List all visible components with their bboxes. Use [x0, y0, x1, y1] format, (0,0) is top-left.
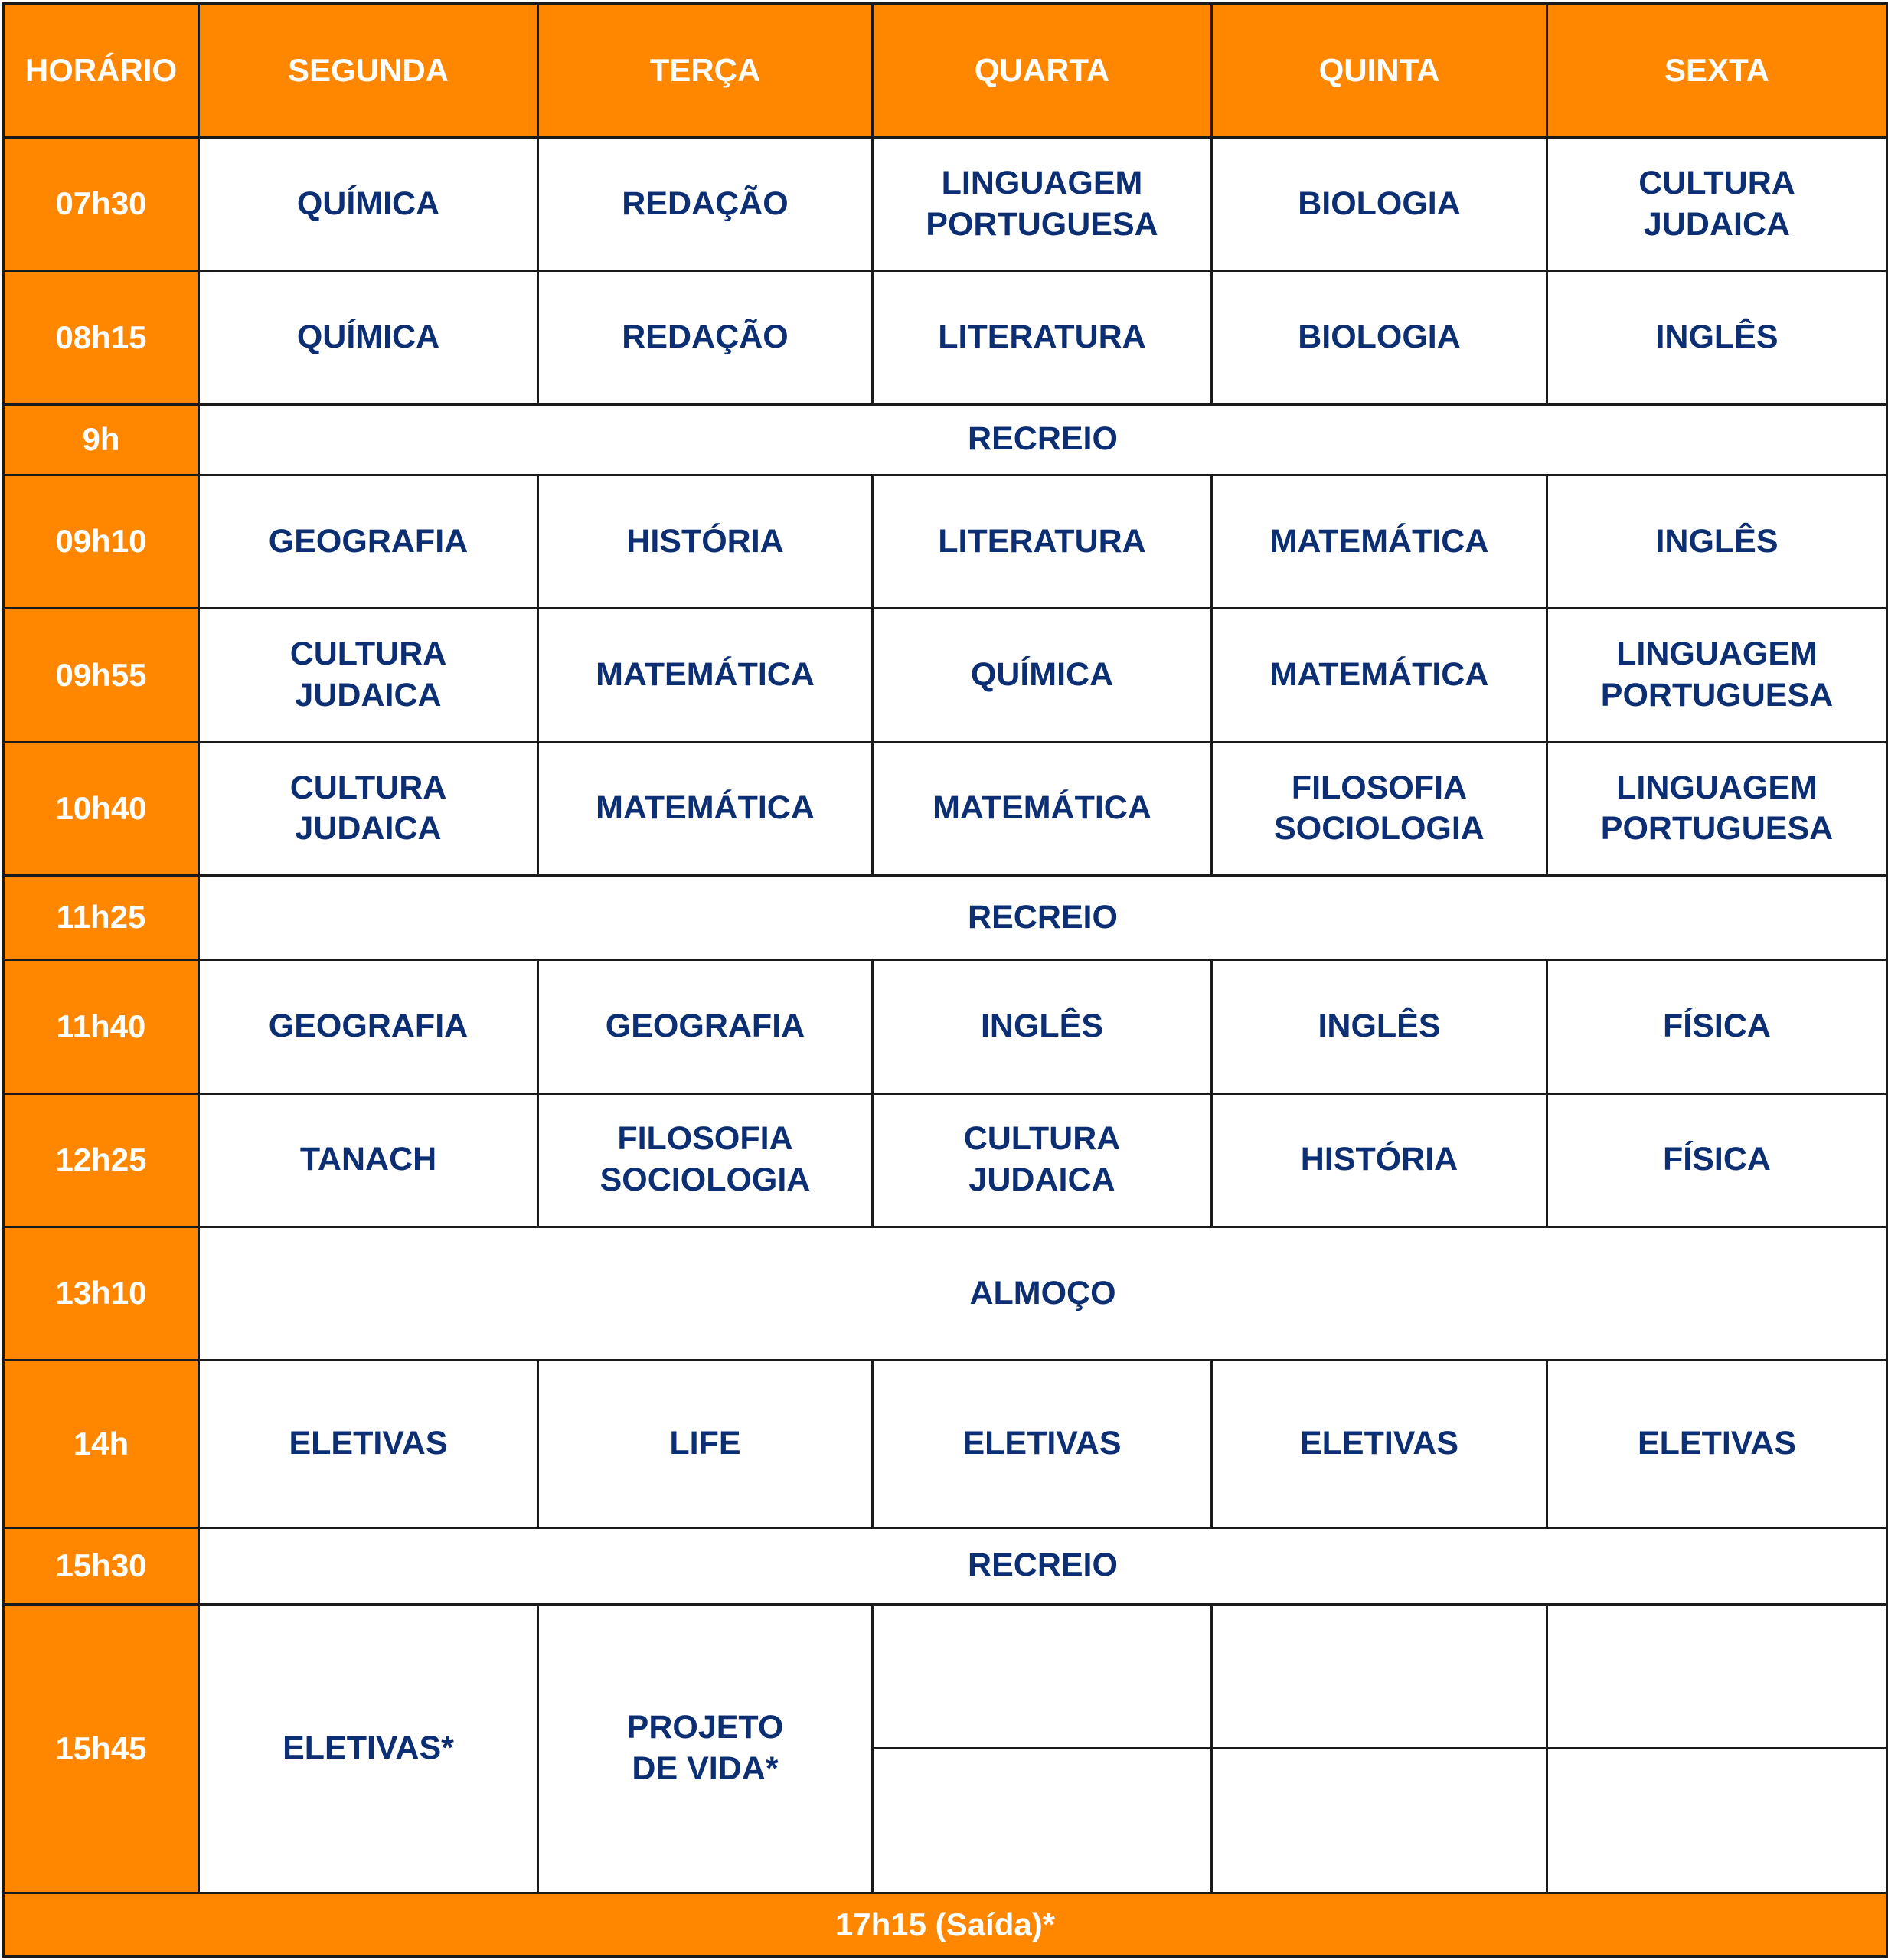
class-cell: LITERATURA — [873, 271, 1212, 404]
empty-cell — [873, 1749, 1212, 1893]
class-cell: ELETIVAS — [873, 1361, 1212, 1527]
time-cell: 15h30 — [4, 1527, 199, 1604]
class-cell: HISTÓRIA — [1212, 1093, 1547, 1227]
class-cell: GEOGRAFIA — [199, 475, 538, 608]
header-day-sexta: SEXTA — [1547, 4, 1887, 138]
class-cell: QUÍMICA — [873, 609, 1212, 742]
time-cell: 14h — [4, 1361, 199, 1527]
time-cell: 13h10 — [4, 1227, 199, 1360]
class-cell: CULTURA JUDAICA — [199, 609, 538, 742]
header-row — [4, 4, 1887, 138]
header-day-terca: TERÇA — [538, 4, 873, 138]
class-cell: MATEMÁTICA — [873, 742, 1212, 875]
header-day-quarta: QUARTA — [873, 4, 1212, 138]
break-row — [4, 875, 1887, 959]
class-cell: FÍSICA — [1547, 1093, 1887, 1227]
time-cell: 08h15 — [4, 271, 199, 404]
class-cell: LITERATURA — [873, 475, 1212, 608]
class-cell: LINGUAGEM PORTUGUESA — [1547, 609, 1887, 742]
empty-cell — [1547, 1604, 1887, 1748]
class-cell: MATEMÁTICA — [538, 742, 873, 875]
class-cell: INGLÊS — [873, 960, 1212, 1093]
class-cell: INGLÊS — [1547, 271, 1887, 404]
class-cell: LINGUAGEM PORTUGUESA — [1547, 742, 1887, 875]
break-cell: RECREIO — [199, 1527, 1887, 1604]
class-cell: CULTURA JUDAICA — [1547, 138, 1887, 271]
time-cell: 11h25 — [4, 875, 199, 959]
class-cell: CULTURA JUDAICA — [873, 1093, 1212, 1227]
class-cell: BIOLOGIA — [1212, 271, 1547, 404]
lunch-cell: ALMOÇO — [199, 1227, 1887, 1360]
class-cell: FILOSOFIA SOCIOLOGIA — [1212, 742, 1547, 875]
empty-cell — [1212, 1749, 1547, 1893]
schedule-row — [4, 1361, 1887, 1527]
break-cell: RECREIO — [199, 875, 1887, 959]
schedule-row — [4, 475, 1887, 608]
class-cell: ELETIVAS* — [199, 1604, 538, 1893]
class-cell: GEOGRAFIA — [538, 960, 873, 1093]
break-row — [4, 404, 1887, 475]
class-cell: PROJETO DE VIDA* — [538, 1604, 873, 1893]
class-cell: GEOGRAFIA — [199, 960, 538, 1093]
class-cell: LINGUAGEM PORTUGUESA — [873, 138, 1212, 271]
class-cell: QUÍMICA — [199, 138, 538, 271]
break-row — [4, 1227, 1887, 1360]
time-cell: 09h10 — [4, 475, 199, 608]
break-cell: RECREIO — [199, 404, 1887, 475]
class-cell: QUÍMICA — [199, 271, 538, 404]
class-cell: TANACH — [199, 1093, 538, 1227]
schedule-row — [4, 1604, 1887, 1748]
class-cell: MATEMÁTICA — [1212, 475, 1547, 608]
time-cell: 09h55 — [4, 609, 199, 742]
schedule-row — [4, 271, 1887, 404]
schedule-row — [4, 609, 1887, 742]
schedule-row — [4, 960, 1887, 1093]
header-day-quinta: QUINTA — [1212, 4, 1547, 138]
time-cell: 07h30 — [4, 138, 199, 271]
schedule-row — [4, 1093, 1887, 1227]
class-cell: ELETIVAS — [199, 1361, 538, 1527]
class-cell: REDAÇÃO — [538, 138, 873, 271]
time-cell: 11h40 — [4, 960, 199, 1093]
class-cell: HISTÓRIA — [538, 475, 873, 608]
class-cell: ELETIVAS — [1547, 1361, 1887, 1527]
class-cell: CULTURA JUDAICA — [199, 742, 538, 875]
class-cell: LIFE — [538, 1361, 873, 1527]
class-cell: MATEMÁTICA — [538, 609, 873, 742]
schedule-table — [2, 2, 1888, 1958]
header-day-segunda: SEGUNDA — [199, 4, 538, 138]
empty-cell — [873, 1604, 1212, 1748]
exit-time-footer: 17h15 (Saída)* — [4, 1893, 1887, 1956]
class-cell: INGLÊS — [1212, 960, 1547, 1093]
break-row — [4, 1527, 1887, 1604]
time-cell: 15h45 — [4, 1604, 199, 1893]
footer-row — [4, 1893, 1887, 1956]
class-cell: REDAÇÃO — [538, 271, 873, 404]
class-cell: BIOLOGIA — [1212, 138, 1547, 271]
class-cell: FILOSOFIA SOCIOLOGIA — [538, 1093, 873, 1227]
time-cell: 12h25 — [4, 1093, 199, 1227]
time-cell: 10h40 — [4, 742, 199, 875]
schedule-row — [4, 742, 1887, 875]
class-cell: FÍSICA — [1547, 960, 1887, 1093]
header-time: HORÁRIO — [4, 4, 199, 138]
class-cell: MATEMÁTICA — [1212, 609, 1547, 742]
time-cell: 9h — [4, 404, 199, 475]
class-cell: INGLÊS — [1547, 475, 1887, 608]
class-cell: ELETIVAS — [1212, 1361, 1547, 1527]
empty-cell — [1547, 1749, 1887, 1893]
empty-cell — [1212, 1604, 1547, 1748]
schedule-row — [4, 138, 1887, 271]
